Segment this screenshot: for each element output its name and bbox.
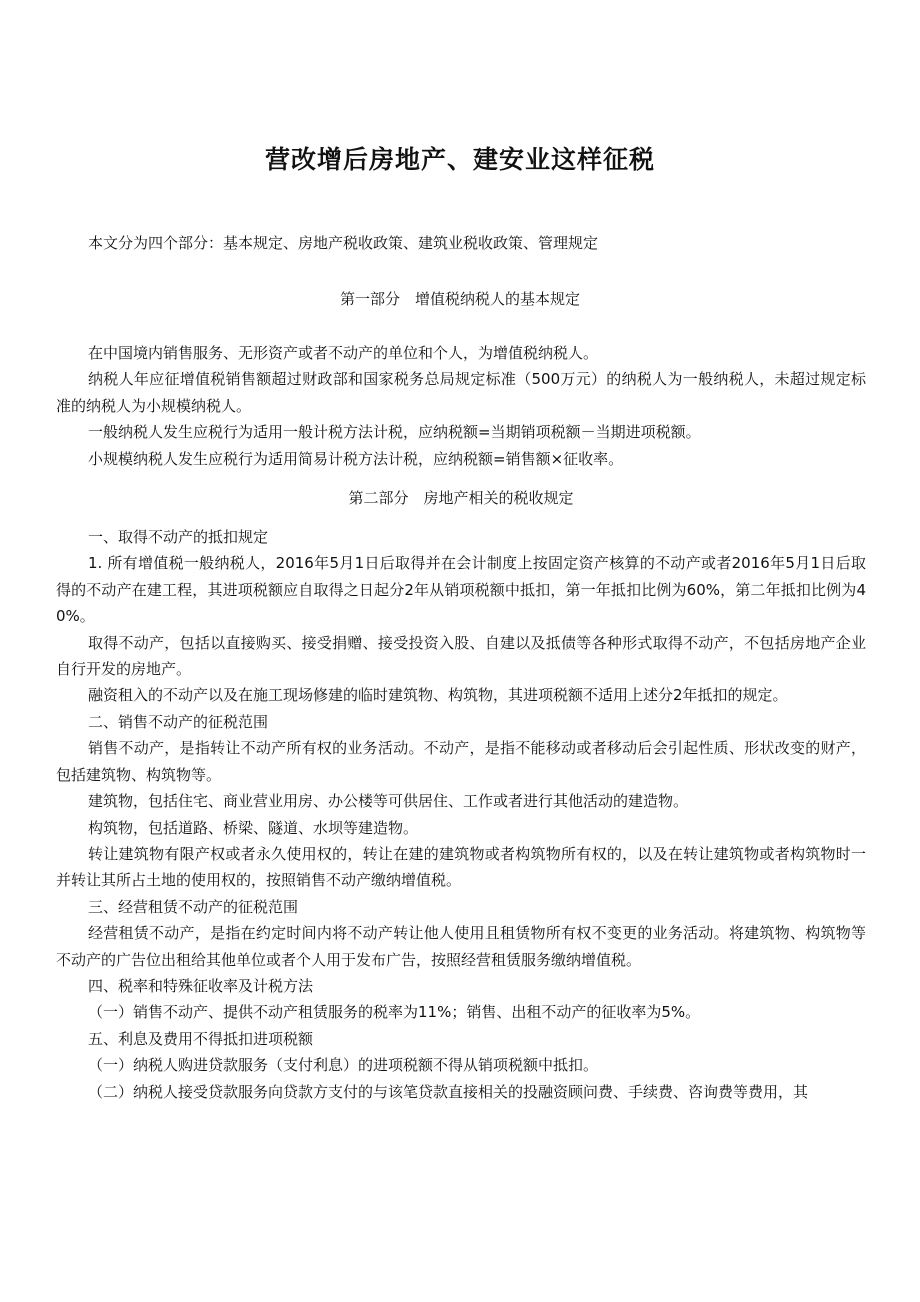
part2-paragraph: （二）纳税人接受贷款服务向贷款方支付的与该笔贷款直接相关的投融资顾问费、手续费、咨询费等费用，其 bbox=[88, 1082, 809, 1101]
subsection-heading: 三、经营租赁不动产的征税范围 bbox=[88, 897, 299, 916]
document-body bbox=[56, 340, 866, 1105]
part1-paragraph: 在中国境内销售服务、无形资产或者不动产的单位和个人，为增值税纳税人。 bbox=[88, 344, 599, 362]
document-title: 营改增后房地产、建安业这样征税 bbox=[264, 145, 655, 174]
part2-paragraph: 建筑物，包括住宅、商业营业用房、办公楼等可供居住、工作或者进行其他活动的建造物。 bbox=[88, 792, 689, 811]
part1-paragraph: 纳税人年应征增值税销售额超过财政部和国家税务总局规定标准（500万元）的纳税人为一般纳税人，未超过规定标准的纳税人为小规模纳税人。 bbox=[56, 370, 866, 415]
part2-paragraph: 销售不动产，是指转让不动产所有权的业务活动。不动产，是指不能移动或者移动后会引起性质、形状改变的财产，包括建筑物、构筑物等。 bbox=[56, 739, 866, 784]
part2-paragraph: 取得不动产，包括以直接购买、接受捐赠、接受投资入股、自建以及抵债等各种形式取得不动产，不包括房地产企业自行开发的房地产。 bbox=[56, 633, 866, 679]
part2-paragraph: 经营租赁不动产，是指在约定时间内将不动产转让他人使用且租赁物所有权不变更的业务活动。将建筑物、构筑物等不动产的广告位出租给其他单位或者个人用于发布广告，按照经营租赁服务缴纳增值税。 bbox=[56, 924, 866, 969]
intro-paragraph: 本文分为四个部分：基本规定、房地产税收政策、建筑业税收政策、管理规定 bbox=[88, 234, 599, 252]
part2-heading: 第二部分 房地产相关的税收规定 bbox=[348, 489, 574, 508]
subsection-heading: 四、税率和特殊征收率及计税方法 bbox=[88, 976, 314, 995]
part2-paragraph: 融资租入的不动产以及在施工现场修建的临时建筑物、构筑物，其进项税额不适用上述分2年抵扣的规定。 bbox=[88, 686, 788, 705]
part2-paragraph: 转让建筑物有限产权或者永久使用权的，转让在建的建筑物或者构筑物所有权的，以及在转让建筑物或者构筑物时一并转让其所占土地的使用权的，按照销售不动产缴纳增值税。 bbox=[56, 844, 866, 890]
part2-paragraph: （一）纳税人购进贷款服务（支付利息）的进项税额不得从销项税额中抵扣。 bbox=[88, 1056, 599, 1075]
part2-paragraph: （一）销售不动产、提供不动产租赁服务的税率为11%；销售、出租不动产的征收率为5%。 bbox=[88, 1003, 701, 1022]
subsection-heading: 一、取得不动产的抵扣规定 bbox=[88, 528, 269, 547]
subsection-heading: 五、利息及费用不得抵扣进项税额 bbox=[88, 1029, 314, 1048]
part2-paragraph: 构筑物，包括道路、桥梁、隧道、水坝等建造物。 bbox=[88, 818, 419, 837]
part1-paragraph: 一般纳税人发生应税行为适用一般计税方法计税，应纳税额=当期销项税额－当期进项税额。 bbox=[88, 423, 701, 442]
part1-paragraph: 小规模纳税人发生应税行为适用简易计税方法计税，应纳税额=销售额×征收率。 bbox=[88, 449, 624, 468]
subsection-heading: 二、销售不动产的征税范围 bbox=[88, 712, 269, 731]
part2-paragraph: 1. 所有增值税一般纳税人，2016年5月1日后取得并在会计制度上按固定资产核算的不动产或者2016年5月1日后取得的不动产在建工程，其进项税额应自取得之日起分2年从销项税额中抵扣，第一年抵扣比例为60%，第二年抵扣比例为40%。 bbox=[56, 554, 866, 626]
part1-heading: 第一部分 增值税纳税人的基本规定 bbox=[339, 290, 580, 308]
